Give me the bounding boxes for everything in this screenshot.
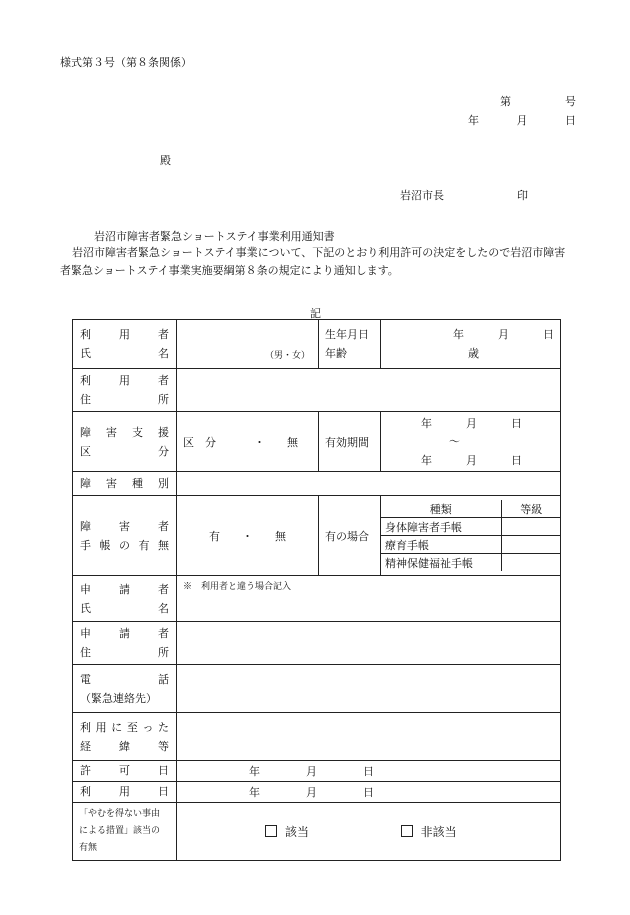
date-month: 月	[516, 114, 528, 127]
row-use-date	[73, 782, 561, 803]
row-phone	[73, 665, 561, 713]
birth-date: 年 月 日	[453, 328, 554, 341]
number-dai: 第	[500, 95, 511, 108]
applicant-address-field[interactable]	[177, 622, 561, 665]
support-category-field[interactable]: 区 分 ・ 無	[177, 412, 319, 472]
birth-field[interactable]	[381, 320, 561, 369]
user-name-field[interactable]	[177, 320, 319, 369]
label-user-address: 利用者 住所	[73, 369, 177, 412]
reason-field[interactable]	[177, 713, 561, 761]
row-measure	[73, 803, 561, 861]
row-applicant-name	[73, 576, 561, 622]
row-support-category	[73, 412, 561, 472]
label-if-yes: 有の場合	[319, 496, 381, 576]
handbook-type: 療育手帳	[381, 536, 501, 554]
age: 歳	[468, 347, 479, 360]
label-permit-date: 許可日	[73, 761, 177, 782]
notice-form-table	[72, 319, 561, 861]
label-validity: 有効期間	[319, 412, 381, 472]
phone-field[interactable]	[177, 665, 561, 713]
label-applicant-address: 申請者 住所	[73, 622, 177, 665]
handbook-grade-field[interactable]	[501, 518, 561, 536]
document-number	[500, 93, 576, 109]
label-use-date: 利用日	[73, 782, 177, 803]
label-user-name	[73, 320, 177, 369]
form-number: 様式第３号（第８条関係）	[60, 56, 192, 69]
body-text: 岩沼市障害者緊急ショートステイ事業について、下記のとおり利用許可の決定をしたので岩沼市障害者緊急ショートステイ事業実施要綱第８条の規定により通知します。	[60, 246, 566, 277]
date-day: 日	[565, 114, 576, 127]
label-birth: 生年月日 年齢	[319, 320, 381, 369]
label-disability-type: 障害種別	[73, 472, 177, 496]
label-handbook: 障害者 手帳の有無	[73, 496, 177, 576]
row-reason	[73, 713, 561, 761]
applicant-name-field[interactable]	[177, 576, 561, 622]
applicant-note: ※ 利用者と違う場合記入	[183, 582, 292, 592]
checkbox-icon[interactable]	[401, 825, 413, 837]
gender-choice: （男・女）	[264, 351, 310, 361]
label-reason: 利用に至った 経緯等	[73, 713, 177, 761]
disability-type-field[interactable]	[177, 472, 561, 496]
label-applicant-name: 申請者 氏名	[73, 576, 177, 622]
handbook-header-type: 種類	[381, 500, 501, 518]
issuer: 岩沼市長	[400, 189, 444, 202]
number-go: 号	[565, 95, 576, 108]
permit-date-field[interactable]: 年 月 日	[177, 761, 561, 782]
seal-mark: 印	[517, 189, 528, 202]
row-user-name	[73, 320, 561, 369]
issue-date	[468, 112, 576, 128]
handbook-table	[381, 500, 561, 571]
handbook-grade-field[interactable]	[501, 554, 561, 572]
use-date-field[interactable]: 年 月 日	[177, 782, 561, 803]
handbook-detail	[381, 496, 561, 576]
measure-options	[177, 803, 561, 861]
row-handbook	[73, 496, 561, 576]
label-support-category: 障害支援 区分	[73, 412, 177, 472]
not-applicable-option[interactable]: 非該当	[401, 825, 457, 839]
date-year: 年	[468, 114, 479, 127]
label-measure: 「やむを得ない事由 による措置」該当の 有無	[73, 803, 177, 861]
checkbox-icon[interactable]	[265, 825, 277, 837]
row-disability-type	[73, 472, 561, 496]
validity-field[interactable]: 年 月 日 ～ 年 月 日	[381, 412, 561, 472]
label-line: 利用者	[80, 328, 169, 341]
row-user-address	[73, 369, 561, 412]
row-applicant-address	[73, 622, 561, 665]
document-title: 岩沼市障害者緊急ショートステイ事業利用通知書	[94, 230, 335, 243]
handbook-type: 身体障害者手帳	[381, 518, 501, 536]
handbook-header-grade: 等級	[501, 500, 561, 518]
addressee: 殿	[160, 154, 171, 167]
row-permit-date	[73, 761, 561, 782]
handbook-yes-no[interactable]: 有 ・ 無	[177, 496, 319, 576]
handbook-grade-field[interactable]	[501, 536, 561, 554]
ki-heading: 記	[310, 307, 321, 320]
validity-separator: ～	[449, 434, 460, 448]
label-phone: 電話 （緊急連絡先）	[73, 665, 177, 713]
applicable-option[interactable]: 該当	[265, 825, 309, 839]
user-address-field[interactable]	[177, 369, 561, 412]
handbook-type: 精神保健福祉手帳	[381, 554, 501, 572]
label-line: 氏名	[80, 347, 169, 360]
